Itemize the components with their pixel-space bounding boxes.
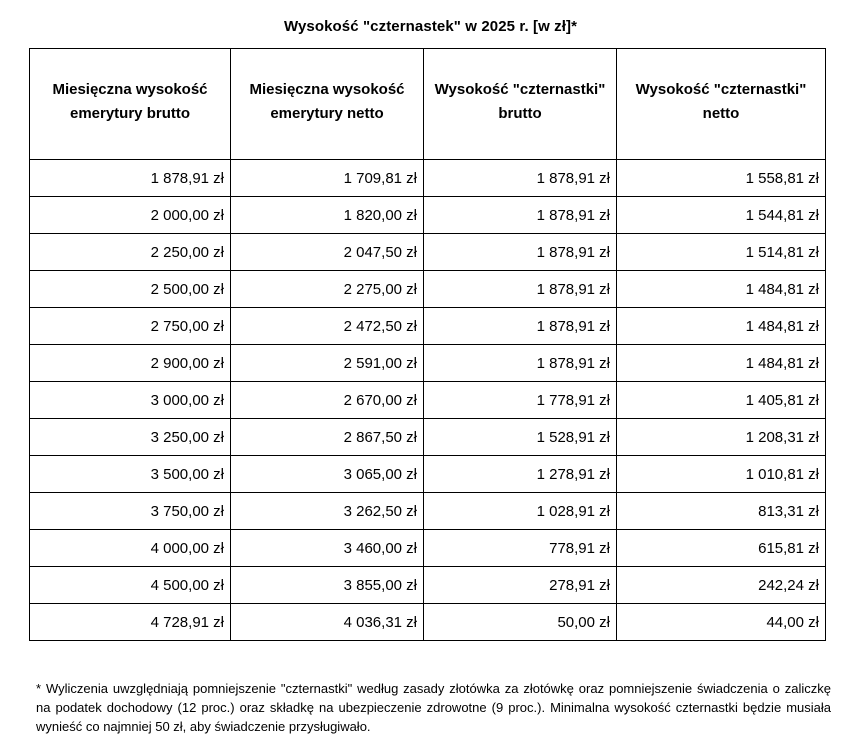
cell-net-pension: 1 820,00 zł xyxy=(231,197,424,234)
cell-net-pension: 1 709,81 zł xyxy=(231,160,424,197)
cell-gross-pension: 2 250,00 zł xyxy=(30,234,231,271)
cell-gross-14th: 1 878,91 zł xyxy=(424,234,617,271)
cell-net-14th: 1 405,81 zł xyxy=(617,382,826,419)
cell-net-pension: 2 867,50 zł xyxy=(231,419,424,456)
table-row xyxy=(30,493,826,530)
cell-net-14th: 615,81 zł xyxy=(617,530,826,567)
cell-gross-14th: 778,91 zł xyxy=(424,530,617,567)
cell-net-pension: 2 275,00 zł xyxy=(231,271,424,308)
cell-net-14th: 1 010,81 zł xyxy=(617,456,826,493)
cell-gross-pension: 2 000,00 zł xyxy=(30,197,231,234)
cell-net-14th: 1 484,81 zł xyxy=(617,271,826,308)
cell-gross-14th: 1 878,91 zł xyxy=(424,160,617,197)
cell-gross-pension: 4 000,00 zł xyxy=(30,530,231,567)
header-gross-pension: Miesięczna wysokość emerytury brutto xyxy=(30,49,231,160)
cell-net-pension: 3 065,00 zł xyxy=(231,456,424,493)
cell-net-pension: 2 670,00 zł xyxy=(231,382,424,419)
header-net-pension: Miesięczna wysokość emerytury netto xyxy=(231,49,424,160)
cell-gross-14th: 278,91 zł xyxy=(424,567,617,604)
cell-gross-pension: 2 500,00 zł xyxy=(30,271,231,308)
cell-gross-pension: 1 878,91 zł xyxy=(30,160,231,197)
header-gross-14th: Wysokość "czternastki" brutto xyxy=(424,49,617,160)
cell-gross-14th: 1 878,91 zł xyxy=(424,271,617,308)
table-title: Wysokość "czternastek" w 2025 r. [w zł]* xyxy=(283,18,578,35)
cell-net-14th: 1 514,81 zł xyxy=(617,234,826,271)
header-row xyxy=(30,49,826,160)
cell-gross-14th: 1 878,91 zł xyxy=(424,345,617,382)
table-row xyxy=(30,419,826,456)
table-row xyxy=(30,456,826,493)
cell-net-pension: 3 460,00 zł xyxy=(231,530,424,567)
cell-gross-pension: 3 500,00 zł xyxy=(30,456,231,493)
cell-net-pension: 2 472,50 zł xyxy=(231,308,424,345)
table-row xyxy=(30,308,826,345)
cell-gross-pension: 2 900,00 zł xyxy=(30,345,231,382)
cell-net-14th: 1 484,81 zł xyxy=(617,345,826,382)
cell-gross-pension: 3 000,00 zł xyxy=(30,382,231,419)
cell-gross-pension: 2 750,00 zł xyxy=(30,308,231,345)
cell-gross-14th: 1 878,91 zł xyxy=(424,308,617,345)
cell-net-14th: 1 484,81 zł xyxy=(617,308,826,345)
footnote: * Wyliczenia uwzględniają pomniejszenie "czternastki" według zasady złotówka za złotówkę oraz pomniejszenie świadczenia o zaliczkę na podatek dochodowy (12 proc.) oraz składkę na ubezpieczenie zdrowotne (9 proc.). Minimalna wysokość czternastki będzie musiała wynieść co najmniej 50 zł, aby świadczenie przysługiwało. xyxy=(36,681,831,734)
table-row xyxy=(30,160,826,197)
table-row xyxy=(30,530,826,567)
table-row xyxy=(30,345,826,382)
cell-net-pension: 3 855,00 zł xyxy=(231,567,424,604)
cell-net-pension: 2 591,00 zł xyxy=(231,345,424,382)
cell-gross-14th: 1 778,91 zł xyxy=(424,382,617,419)
cell-net-pension: 3 262,50 zł xyxy=(231,493,424,530)
cell-net-14th: 1 208,31 zł xyxy=(617,419,826,456)
cell-gross-pension: 4 728,91 zł xyxy=(30,604,231,641)
pension-table xyxy=(29,48,826,641)
table-row xyxy=(30,382,826,419)
cell-gross-14th: 1 028,91 zł xyxy=(424,493,617,530)
table-row xyxy=(30,604,826,641)
cell-net-14th: 44,00 zł xyxy=(617,604,826,641)
table-row xyxy=(30,234,826,271)
cell-gross-14th: 1 278,91 zł xyxy=(424,456,617,493)
cell-gross-pension: 3 750,00 zł xyxy=(30,493,231,530)
cell-net-pension: 2 047,50 zł xyxy=(231,234,424,271)
cell-net-pension: 4 036,31 zł xyxy=(231,604,424,641)
cell-net-14th: 1 558,81 zł xyxy=(617,160,826,197)
cell-gross-14th: 1 878,91 zł xyxy=(424,197,617,234)
cell-net-14th: 242,24 zł xyxy=(617,567,826,604)
table-row xyxy=(30,197,826,234)
cell-gross-14th: 1 528,91 zł xyxy=(424,419,617,456)
cell-gross-pension: 4 500,00 zł xyxy=(30,567,231,604)
table-row xyxy=(30,567,826,604)
table-row xyxy=(30,271,826,308)
cell-gross-14th: 50,00 zł xyxy=(424,604,617,641)
header-net-14th: Wysokość "czternastki" netto xyxy=(617,49,826,160)
cell-net-14th: 1 544,81 zł xyxy=(617,197,826,234)
cell-net-14th: 813,31 zł xyxy=(617,493,826,530)
cell-gross-pension: 3 250,00 zł xyxy=(30,419,231,456)
